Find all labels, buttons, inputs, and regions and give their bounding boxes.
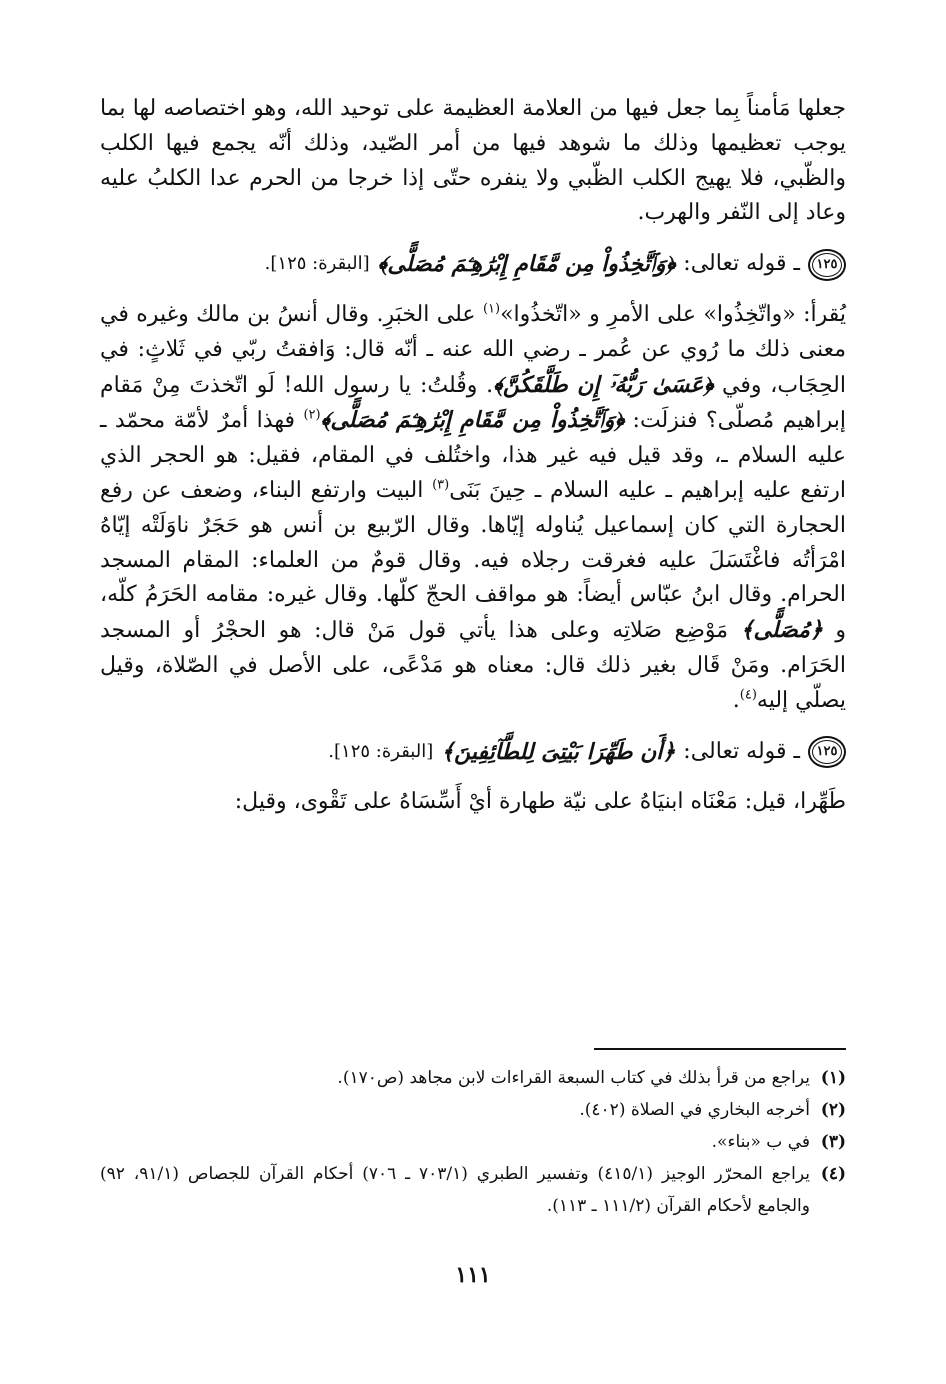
footnote-text: يراجع من قرأ بذلك في كتاب السبعة القراءات لابن مجاهد (ص١٧٠). — [337, 1068, 810, 1088]
surah-reference: [البقرة: ١٢٥]. — [264, 253, 370, 275]
footnote-item — [100, 1126, 846, 1158]
quran-quote: ﴿أَن طَهِّرَا بَيْتِىَ لِلطَّآئِفِينَ﴾ — [441, 738, 676, 765]
verse-heading-1 — [100, 247, 846, 282]
footnote-text: أخرجه البخاري في الصلاة (٤٠٢). — [579, 1100, 810, 1120]
quran-quote: ﴿وَٱتَّخِذُواْ مِن مَّقَامِ إِبْرَٰهِـۧمَ مُصَلًّى﴾ — [377, 251, 676, 278]
footnote-number: (٢) — [820, 1100, 846, 1120]
commentary-paragraph-2: طَهِّرا، قيل: مَعْنَاه ابنيَاهُ على نيّة طهارة أيْ أَسِّسَاهُ على تَقْوى، وقيل: — [234, 789, 846, 815]
footnote-marker-3: (٣) — [432, 477, 450, 493]
verse-number-badge: ١٢٥ — [808, 736, 846, 768]
verse-heading-2 — [100, 735, 846, 770]
footnote-number: (٤) — [820, 1164, 846, 1184]
commentary-text: فهذا أمرٌ لأمّة محمّد ـ عليه السلام ـ، وقد قيل فيه غير هذا، واختُلف في المقام، فقيل: هو الحجر الذي ارتفع عليه إبراهيم ـ عليه السلام ـ حِينَ بَنَى — [100, 408, 846, 503]
footnote-text: في ب «بناء». — [711, 1132, 810, 1152]
verse-intro: ـ قوله تعالى: — [683, 738, 800, 764]
footnote-divider — [594, 1048, 846, 1050]
quran-quote: ﴿مُصَلًّى﴾ — [740, 617, 823, 644]
footnote-marker-4: (٤) — [739, 687, 757, 703]
footnote-item — [100, 1094, 846, 1126]
quran-quote: ﴿وَٱتَّخِذُواْ مِن مَّقَامِ إِبْرَٰهِـۧمَ مُصَلًّى﴾ — [320, 407, 625, 434]
surah-reference: [البقرة: ١٢٥]. — [328, 740, 434, 762]
opening-paragraph: جعلها مَأمناً بِما جعل فيها من العلامة العظيمة على توحيد الله، وهو اختصاصه لها بما يوجب تعظيمها وذلك ما شوهد فيها من أمر الصّيد، وذلك أنّه يجمع فيها الكلب والظّبي، فلا يهيج الكلب الظّبي ولا ينفره حتّى إذا خرجا من الحرم عدا الكلبُ عليه وعاد إلى النّفر والهرب. — [100, 96, 847, 226]
commentary-text: . وقُلتُ: يا رسول الله! لَو اتّخذتَ مِنْ مَقام إبراهيم مُصلّى؟ فنزلَت: — [100, 372, 846, 434]
verse-number-badge: ١٢٥ — [808, 249, 846, 281]
page-number: ١١١ — [455, 1262, 491, 1288]
commentary-text: يُقرأ: «واتّخِذُوا» على الأمرِ و «اتّخذُوا» — [500, 301, 846, 327]
page-body — [100, 92, 846, 820]
footnote-number: (١) — [820, 1068, 846, 1088]
footnote-text: يراجع المحرّر الوجيز (٤١٥/١) وتفسير الطبري (٧٠٣/١ ـ ٧٠٦) أحكام القرآن للجصاص (٩١/١، ٩٢) والجامع لأحكام القرآن (١١١/٢ ـ ١١٣). — [100, 1164, 811, 1216]
commentary-text: مَوْضِع صَلاتِه وعلى هذا يأتي قول مَنْ قال: هو الحجْرُ أو المسجد الحَرَام. ومَنْ قَال بغير ذلك قال: معناه هو مَدْعًى، على الأصل في الصّلاة، وقيل يصلّي إليه — [100, 618, 846, 713]
main-text — [100, 92, 846, 820]
commentary-text: . — [732, 687, 740, 713]
footnote-marker-2: (٢) — [303, 408, 321, 424]
footnote-item — [100, 1062, 846, 1094]
footnote-item — [100, 1158, 846, 1222]
footnote-marker-1: (١) — [482, 301, 501, 317]
verse-intro: ـ قوله تعالى: — [683, 251, 800, 277]
commentary-text: البيت وارتفع البناء، وضعف عن رفع الحجارة التي كان إسماعيل يُناوله إيّاها. وقال الرّبيع بن أنس هو حَجَرٌ ناوَلَتْه إيّاهُ امْرَأتُه فاغْتَسَلَ عليه فغرقت رجلاه فيه. وقال قومٌ من العلماء: المقام المسجد الحرام. وقال ابنُ عبّاس أيضاً: هو مواقف الحجّ كلّها. وقال غيره: مقامه الحَرَمُ كلّه، و — [100, 477, 847, 644]
commentary-text: على الخبَرِ. وقال أنسُ بن مالك وغيره في معنى ذلك ما رُوي عن عُمر ـ رضي الله عنه ـ أنّه قال: وَافقتُ ربّي في ثَلاثٍ: في الحِجَاب، وفي — [100, 301, 846, 398]
footnotes — [100, 1062, 846, 1222]
quran-quote: ﴿عَسَىٰ رَبُّهُۥٓ إِن طَلَّقَكُنَّ﴾ — [493, 371, 714, 398]
footnote-number: (٣) — [820, 1132, 846, 1152]
commentary-paragraph-1 — [100, 298, 846, 719]
